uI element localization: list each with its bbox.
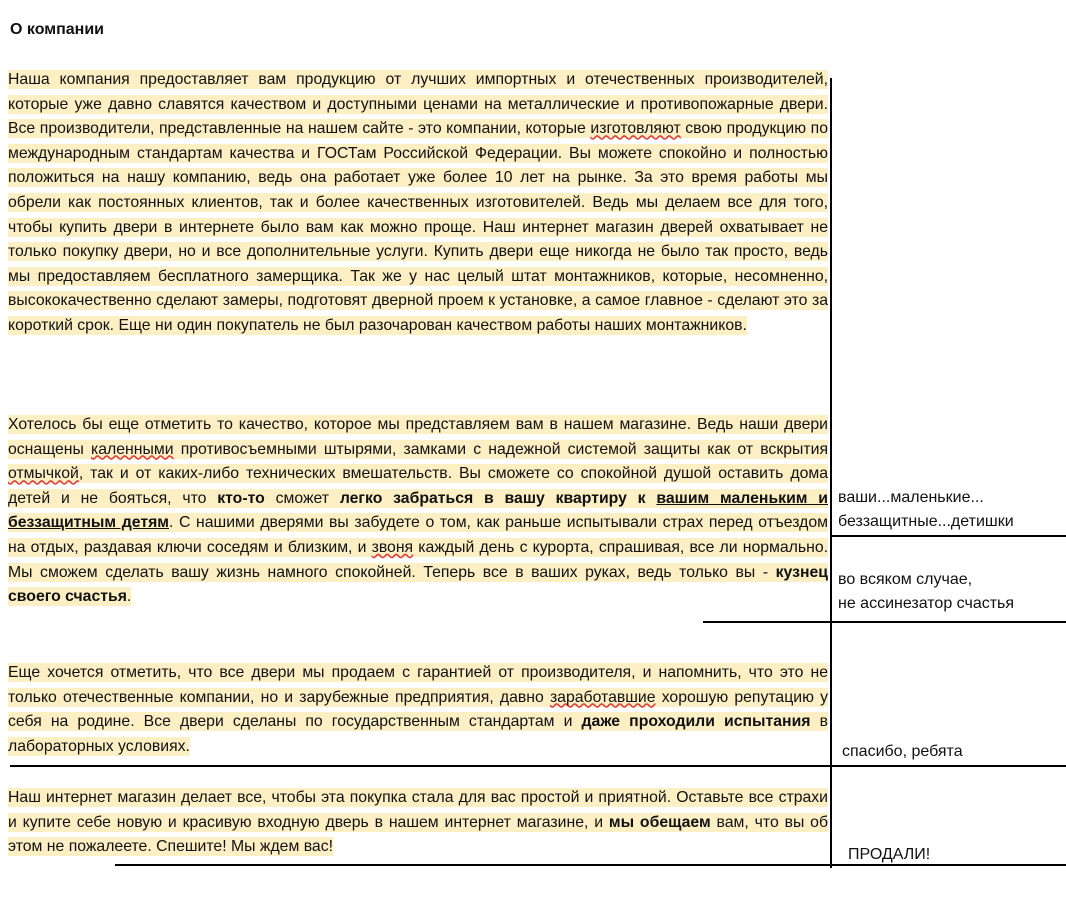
text-run: свою продукцию по международным стандартам качества и ГОСТам Российской Федерации. Вы можете спокойно и полностью положиться на нашу компанию, ведь она работает уже более 10 лет на рынке. За это время работы мы обрели как постоянных клиентов, так и более качественных изготовителей. Ведь мы делаем все для того, чтобы купить двери в интернете было вам как можно проще. Наш интернет магазин дверей охватывает не только покупку двери, но и все дополнительные услуги. Купить двери еще никогда не было так просто, ведь мы предоставляем бесплатного замерщика. Так же у нас целый штат монтажников, которые, несомненно, высококачественно сделают замеры, подготовят дверной проем к установке, а самое главное - сделают это за короткий срок. Еще ни один покупатель не был разочарован качеством работы наших монтажников. [8, 120, 828, 334]
spellcheck-word[interactable]: заработавшие [549, 688, 656, 706]
comment-line: спасибо, ребята [842, 743, 963, 760]
highlighted-text [8, 663, 828, 756]
side-comment [838, 568, 1014, 616]
text-run: Наша компания предоставляет вам продукцию от лучших импортных и отечественных производителей, которые уже давно славятся качеством и доступными ценами на металлические и противопожарные двери. Все производители, представленные на нашем сайте - это компании, которые [8, 71, 828, 138]
divider-line [832, 535, 1066, 537]
comment-line: не ассинезатор счастья [838, 595, 1015, 612]
divider-line [703, 621, 1066, 623]
text-run: вам, что вы об этом не пожалеете. Спешите! Мы ждем вас! [8, 813, 829, 856]
bold-text: кто-то [217, 489, 265, 507]
comment-line: ПРОДАЛИ! [848, 846, 931, 863]
spellcheck-word[interactable]: каленными [91, 440, 174, 458]
paragraph-quality [8, 413, 828, 610]
bold-text: кузнец своего счастья [8, 563, 828, 606]
spellcheck-word[interactable]: изготовляют [590, 120, 681, 138]
text-run: . С нашими дверями вы забудете о том, как раньше испытывали страх перед отъездом на отдых, раздавая ключи соседям и близким, и [8, 514, 828, 556]
paragraph-closing [8, 786, 828, 860]
comment-line: беззащитные...детишки [838, 513, 1014, 530]
text-run: . [126, 588, 132, 606]
text-run: противосъемными штырями, замками с надежной системой защиты как от вскрытия [173, 440, 828, 458]
bold-text: мы обещаем [608, 813, 711, 831]
side-comment [838, 486, 1014, 534]
highlighted-text [8, 788, 828, 856]
text-run: , так и от каких-либо технических вмешательств. Вы сможете со спокойной душой оставить дома детей и не бояться, что [8, 465, 828, 507]
side-comment [842, 740, 963, 764]
text-run: каждый день с курорта, спрашивая, все ли нормально. Мы сможем сделать вашу жизнь намного спокойней. Теперь все в ваших руках, ведь только вы - [8, 538, 829, 581]
text-run: в лабораторных условиях. [8, 713, 828, 755]
highlighted-text [8, 70, 828, 335]
side-comment [848, 843, 930, 867]
text-run: хорошую репутацию у себя на родине. Все двери сделаны по государственным стандартам и [8, 688, 828, 731]
highlighted-text [8, 415, 828, 606]
bold-text: легко забраться в вашу квартиру к [339, 489, 657, 507]
bold-underlined-text: вашим маленьким и беззащитным детям [8, 489, 828, 532]
text-run: сможет [264, 489, 340, 507]
text-run: Еще хочется отметить, что все двери мы продаем с гарантией от производителя, и напомнить, что это не только отечественные компании, но и зарубежные предприятия, давно [8, 664, 828, 706]
text-run: Наш интернет магазин делает все, чтобы эта покупка стала для вас простой и приятной. Оставьте все страхи и купите себе новую и красивую входную дверь в нашем интернет магазине, и [8, 789, 828, 831]
bold-text: даже проходили испытания [581, 713, 811, 731]
paragraph-guarantee [8, 661, 828, 759]
comment-line: во всяком случае, [838, 571, 973, 588]
comment-line: ваши...маленькие... [838, 489, 984, 506]
text-run: Хотелось бы еще отметить то качество, которое мы представляем вам в нашем магазине. Ведь наши двери оснащены [8, 416, 828, 458]
spellcheck-word[interactable]: звоня [371, 538, 414, 556]
page-title: О компании [10, 21, 104, 38]
vertical-divider [830, 78, 832, 868]
spellcheck-word[interactable]: отмычкой [8, 465, 79, 483]
paragraph-about [8, 68, 828, 339]
divider-line [10, 765, 1066, 767]
